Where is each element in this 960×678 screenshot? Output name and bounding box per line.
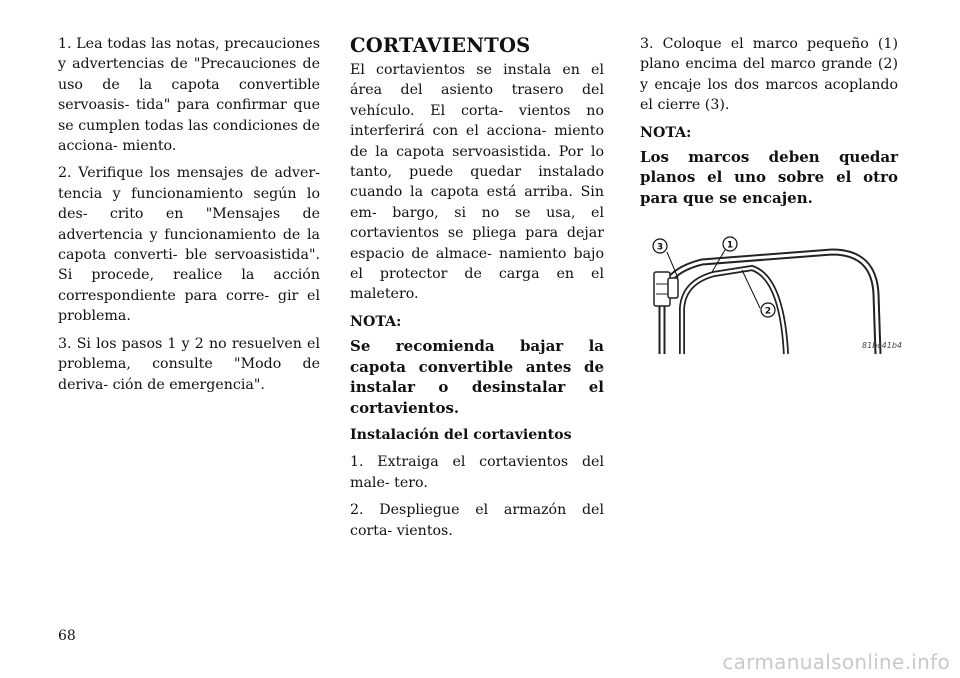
callout-3 [653, 239, 667, 253]
page-number: 68 [58, 628, 76, 644]
svg-text:2: 2 [764, 306, 772, 317]
svg-text:1: 1 [726, 240, 734, 251]
section-heading: CORTAVIENTOS [350, 34, 531, 57]
note-label-2: NOTA: [640, 124, 692, 141]
callout-2 [761, 303, 775, 317]
intro-paragraph: El cortavientos se instala en el área del asiento trasero del vehículo. El corta- vientos no interferirá con el acciona- miento de la capota servoasistida. Por lo tanto, puede quedar instalado cuando la capota está arriba. Sin em- bargo, si no se usa, el cortavientos se pliega para dejar espacio de almace- namiento bajo el protector de carga en el maletero. [350, 62, 604, 303]
subheading: Instalación del cortavientos [350, 426, 572, 443]
note-label: NOTA: [350, 313, 402, 330]
figure-code: 81bc41b4 [862, 341, 903, 350]
windscreen-frame-figure [642, 232, 903, 354]
watermark: carmanualsonline.info [722, 649, 950, 674]
install-step-2: 2. Despliegue el armazón del corta- vientos. [350, 502, 604, 539]
note-text: Se recomienda bajar la capota convertible antes de instalar o desinstalar el cortavientos. [350, 337, 604, 417]
middle-column [350, 34, 604, 548]
callout-1 [723, 237, 737, 251]
svg-text:3: 3 [656, 242, 664, 253]
note-text-2: Los marcos deben quedar planos el uno sobre el otro para que se encajen. [640, 148, 898, 207]
install-step-1: 1. Extraiga el cortavientos del male- tero. [350, 454, 604, 491]
step-2-text: 2. Verifique los mensajes de adver- tencia y funcionamiento según lo des- crito en "Mensajes de advertencia y funcionamiento de la capota converti- ble servoasistida". Si procede, realice la acción correspondiente para corre- gir el problema. [58, 165, 320, 325]
step-3-text: 3. Si los pasos 1 y 2 no resuelven el problema, consulte "Modo de deriva- ción de emergencia". [58, 335, 320, 393]
left-column [58, 34, 320, 402]
step-1-text: 1. Lea todas las notas, precauciones y advertencias de "Precauciones de uso de la capota convertible servoasis- tida" para confirmar que se cumplen todas las condiciones de acciona- miento. [58, 36, 320, 155]
right-column [640, 34, 898, 215]
install-step-3: 3. Coloque el marco pequeño (1) plano encima del marco grande (2) y encaje los dos marcos acoplando el cierre (3). [640, 36, 898, 114]
